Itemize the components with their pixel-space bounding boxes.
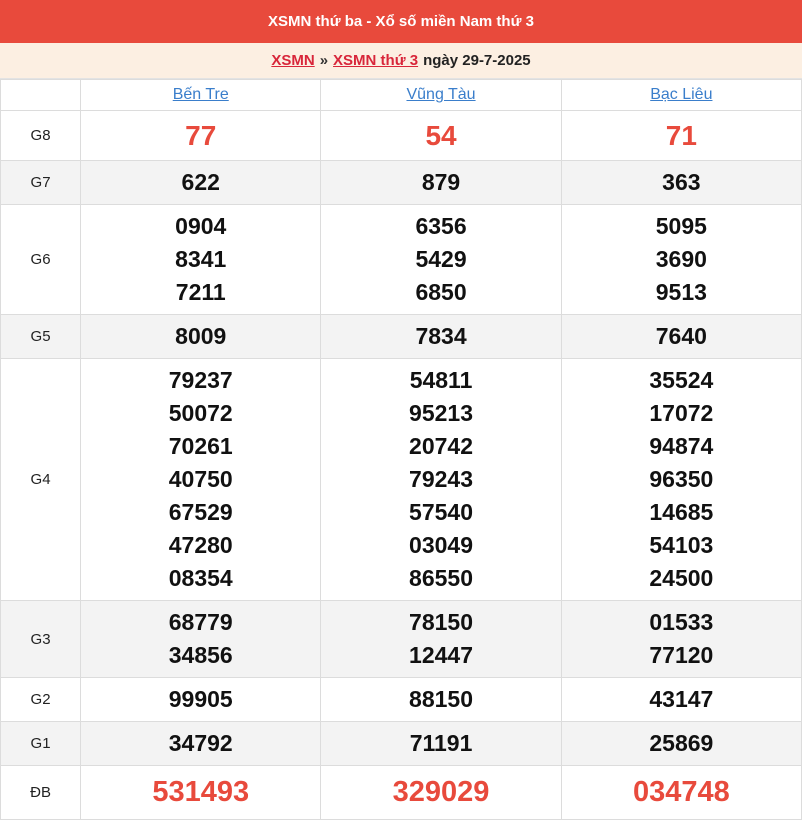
prize-number: 7834 [415,323,467,349]
prize-number: 622 [181,169,220,195]
prize-number: 77 [185,120,217,151]
prize-number: 79243 [409,466,474,492]
province-cell [561,80,801,111]
prize-number: 86550 [409,565,474,591]
prize-cell [321,315,561,359]
prize-number: 0904 [175,213,227,239]
prize-number: 14685 [649,499,714,525]
prize-number: 20742 [409,433,474,459]
prize-number: 43147 [649,686,714,712]
prize-cell [81,601,321,678]
results-table [0,79,802,820]
province-cell [321,80,561,111]
prize-number: 50072 [168,400,233,426]
prize-cell [321,359,561,601]
prize-number: 71191 [409,730,473,756]
prize-number: 6356 [415,213,467,239]
prize-number: 879 [421,169,461,195]
prize-number: 95213 [409,400,474,426]
prize-number: 8009 [175,323,227,349]
province-link-vung-tau[interactable]: Vũng Tàu [406,86,476,103]
prize-row-g3 [1,601,802,678]
prize-row-g4 [1,359,802,601]
prize-cell [81,315,321,359]
prize-label: G3 [1,601,81,678]
prize-number: 531493 [152,776,250,808]
prize-label: G8 [1,111,81,161]
prize-cell [81,359,321,601]
prize-number: 79237 [168,367,233,393]
prize-cell [321,601,561,678]
prize-cell [561,766,801,820]
prize-cell [321,766,561,820]
prize-number: 88150 [409,686,474,712]
prize-number: 01533 [649,609,714,635]
prize-number: 7211 [175,279,226,305]
page-title: XSMN thứ ba - Xổ số miền Nam thứ 3 [0,0,802,43]
prize-cell [321,161,561,205]
prize-cell [561,359,801,601]
prize-number: 57540 [409,499,474,525]
prize-cell [561,315,801,359]
prize-cell [81,766,321,820]
prize-number: 68779 [168,609,233,635]
prize-number: 5429 [415,246,467,272]
prize-number: 34856 [168,642,233,668]
prize-number: 77120 [649,642,714,668]
prize-row-db [1,766,802,820]
prize-label: G7 [1,161,81,205]
prize-number: 35524 [649,367,714,393]
prize-number: 24500 [649,565,714,591]
prize-label: G2 [1,678,81,722]
prize-row-g2 [1,678,802,722]
prize-number: 03049 [409,532,474,558]
prize-number: 12447 [409,642,474,668]
prize-number: 94874 [649,433,714,459]
prize-row-g8 [1,111,802,161]
province-link-bac-lieu[interactable]: Bạc Liêu [650,86,713,103]
prize-number: 78150 [409,609,474,635]
prize-number: 6850 [415,279,467,305]
prize-number: 8341 [175,246,227,272]
province-cell [81,80,321,111]
prize-label: G1 [1,722,81,766]
prize-number: 71 [665,120,697,151]
breadcrumb [0,43,802,79]
prize-cell [561,161,801,205]
prize-number: 3690 [655,246,707,272]
prize-label: G6 [1,205,81,315]
prize-number: 47280 [168,532,233,558]
prize-row-g5 [1,315,802,359]
breadcrumb-link-xsmn[interactable]: XSMN [271,52,315,69]
prize-row-g7 [1,161,802,205]
prize-cell [81,161,321,205]
prize-cell [561,205,801,315]
prize-number: 034748 [632,776,730,808]
draw-date: ngày 29-7-2025 [423,52,531,69]
prize-cell [81,678,321,722]
prize-cell [321,678,561,722]
prize-number: 54103 [649,532,714,558]
prize-number: 9513 [655,279,707,305]
prize-number: 70261 [168,433,233,459]
prize-row-g1 [1,722,802,766]
prize-number: 7640 [655,323,707,349]
prize-number: 08354 [168,565,233,591]
prize-cell [561,601,801,678]
prize-cell [321,111,561,161]
prize-number: 25869 [649,730,714,756]
prize-cell [81,111,321,161]
prize-cell [321,205,561,315]
province-header-row [1,80,802,111]
prize-cell [561,678,801,722]
corner-cell [1,80,81,111]
prize-cell [321,722,561,766]
prize-label: ĐB [1,766,81,820]
prize-row-g6 [1,205,802,315]
prize-label: G4 [1,359,81,601]
prize-number: 34792 [168,730,233,756]
prize-number: 17072 [649,400,714,426]
prize-number: 54 [425,120,457,151]
prize-number: 99905 [168,686,233,712]
prize-number: 329029 [392,776,490,808]
province-link-ben-tre[interactable]: Bến Tre [172,86,229,103]
prize-number: 40750 [168,466,233,492]
prize-label: G5 [1,315,81,359]
breadcrumb-link-xsmn-thu-3[interactable]: XSMN thứ 3 [333,52,419,69]
prize-cell [561,722,801,766]
prize-number: 5095 [655,213,707,239]
prize-number: 54811 [409,367,473,393]
prize-number: 67529 [168,499,233,525]
prize-cell [81,722,321,766]
prize-number: 96350 [649,466,714,492]
prize-number: 363 [662,169,701,195]
prize-cell [81,205,321,315]
breadcrumb-separator: » [319,52,329,69]
prize-cell [561,111,801,161]
